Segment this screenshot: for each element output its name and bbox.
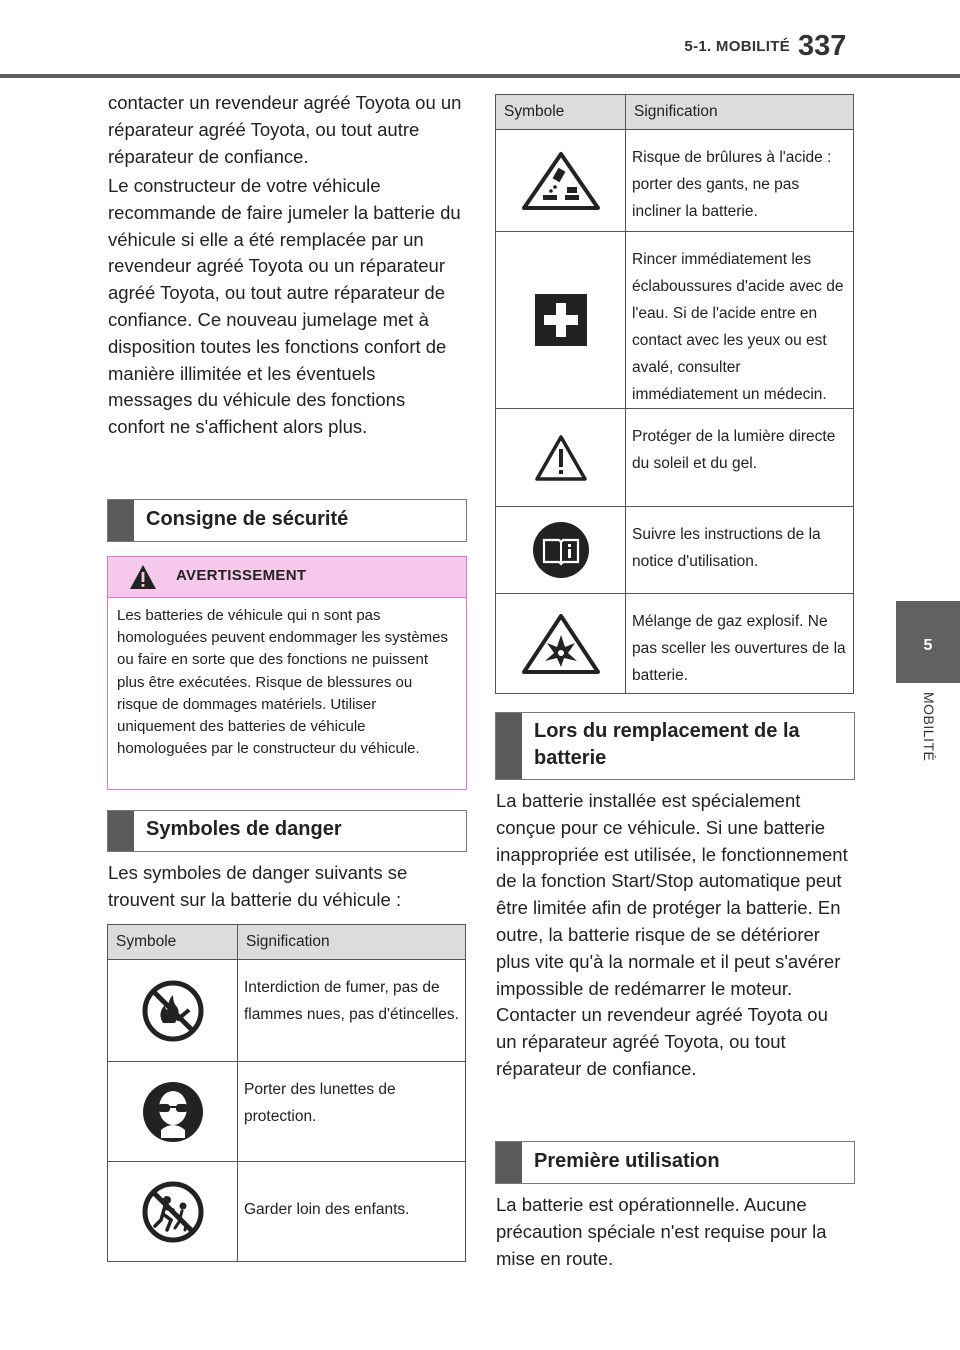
intro-paragraph-2: Le constructeur de votre véhicule recommande de faire jumeler la batterie du véhicule si elle a été remplacée par un revendeur agréé Toyota ou un réparateur agréé Toyota, ou tout autre réparateur de confiance. Ce nouveau jumelage met à disposition toutes les fonctions confort de manière illimitée et les éventuels messages du véhicule des fonctions confort ne s'affichent alors plus. xyxy=(108,175,461,438)
no-smoking-fire-icon xyxy=(141,979,205,1043)
table-header-meaning: Signification xyxy=(238,925,466,960)
acid-burn-icon xyxy=(521,151,601,211)
section-heading-text: Lors du remplacement de la batterie xyxy=(534,720,800,769)
table-row xyxy=(496,507,854,594)
section-heading-first-use xyxy=(495,1141,855,1184)
table-cell-symbol xyxy=(496,409,626,507)
section-heading-text: Symboles de danger xyxy=(146,818,342,840)
section-heading-text: Consigne de sécurité xyxy=(146,508,349,530)
table-cell-symbol xyxy=(108,1062,238,1162)
danger-symbols-table-right xyxy=(495,94,854,694)
table-row xyxy=(496,130,854,232)
page-number: 337 xyxy=(798,30,847,62)
warning-header xyxy=(108,557,466,598)
chapter-tab-label: MOBILITÉ xyxy=(921,692,937,762)
table-row xyxy=(496,594,854,694)
section-heading-danger-symbols xyxy=(107,810,467,852)
section-heading-text: Première utilisation xyxy=(534,1150,720,1172)
danger-intro-paragraph: Les symboles de danger suivants se trouvent sur la batterie du véhicule : xyxy=(108,862,408,910)
section-heading-bar xyxy=(108,500,134,541)
chapter-tab-number: 5 xyxy=(923,637,933,654)
table-row xyxy=(108,960,466,1062)
table-header-meaning: Signification xyxy=(626,95,854,130)
warning-text: Les batteries de véhicule qui n sont pas homologuées peuvent endommager les systèmes ou faire en sorte que des fonctions ne puissent plus être exécutées. Risque de blessures ou risque de dommages matériels. Utiliser uniquement des batteries de véhicule homologuées par le constructeur du véhicule. xyxy=(117,607,449,758)
running-header-section: 5-1. MOBILITÉ xyxy=(684,38,790,55)
section-heading-safety xyxy=(107,499,467,542)
table-cell-meaning: Suivre les instructions de la notice d'utilisation. xyxy=(626,507,854,594)
table-cell-symbol xyxy=(108,960,238,1062)
table-cell-meaning: Porter des lunettes de protection. xyxy=(238,1062,466,1162)
table-row xyxy=(108,1062,466,1162)
explosive-gas-icon xyxy=(521,613,601,675)
keep-children-away-icon xyxy=(141,1180,205,1244)
eye-protection-icon xyxy=(141,1080,205,1144)
table-cell-symbol xyxy=(496,130,626,232)
first-use-paragraph: La batterie est opérationnelle. Aucune précaution spéciale n'est requise pour la mise en route. xyxy=(496,1194,827,1269)
table-cell-meaning: Risque de brûlures à l'acide : porter des gants, ne pas incliner la batterie. xyxy=(626,130,854,232)
manual-info-icon xyxy=(532,521,590,579)
chapter-tab xyxy=(896,601,960,683)
table-cell-symbol xyxy=(496,507,626,594)
table-cell-meaning: Rincer immédiatement les éclaboussures d'acide avec de l'eau. Si de l'acide entre en contact avec les yeux ou est avalé, consulter immédiatement un médecin. xyxy=(626,232,854,409)
section-heading-bar xyxy=(496,1142,522,1183)
table-header-symbol: Symbole xyxy=(108,925,238,960)
header-rule xyxy=(0,74,960,78)
table-cell-symbol xyxy=(496,594,626,694)
table-row xyxy=(496,232,854,409)
table-row xyxy=(496,409,854,507)
warning-triangle-icon xyxy=(534,434,588,482)
table-cell-meaning: Mélange de gaz explosif. Ne pas sceller les ouvertures de la batterie. xyxy=(626,594,854,694)
table-header-row xyxy=(108,925,466,960)
table-cell-meaning: Interdiction de fumer, pas de flammes nues, pas d'étincelles. xyxy=(238,960,466,1062)
warning-title: AVERTISSEMENT xyxy=(176,567,307,584)
first-aid-cross-icon xyxy=(535,294,587,346)
danger-symbols-table-left xyxy=(107,924,466,1262)
table-row xyxy=(108,1162,466,1262)
table-cell-symbol xyxy=(108,1162,238,1262)
table-cell-meaning: Garder loin des enfants. xyxy=(238,1162,466,1262)
section-heading-bar xyxy=(108,811,134,851)
table-cell-meaning: Protéger de la lumière directe du soleil et du gel. xyxy=(626,409,854,507)
table-header-row xyxy=(496,95,854,130)
warning-box xyxy=(107,556,467,790)
table-cell-symbol xyxy=(496,232,626,409)
table-header-symbol: Symbole xyxy=(496,95,626,130)
replacement-paragraph: La batterie installée est spécialement conçue pour ce véhicule. Si une batterie inappropriée est utilisée, le fonctionnement de la fonction Start/Stop automatique peut être limitée afin de protéger la batterie. En outre, la batterie risque de se détériorer plus vite qu'à la normale et il peut s'avérer impossible de redémarrer le moteur. Contacter un revendeur agréé Toyota ou un réparateur agréé Toyota, ou tout réparateur de confiance. xyxy=(496,790,848,1079)
section-heading-bar xyxy=(496,713,522,779)
intro-paragraph-1: contacter un revendeur agréé Toyota ou un réparateur agréé Toyota, ou tout autre réparateur de confiance. xyxy=(108,92,462,167)
warning-triangle-icon xyxy=(128,563,158,591)
section-heading-replacement xyxy=(495,712,855,780)
